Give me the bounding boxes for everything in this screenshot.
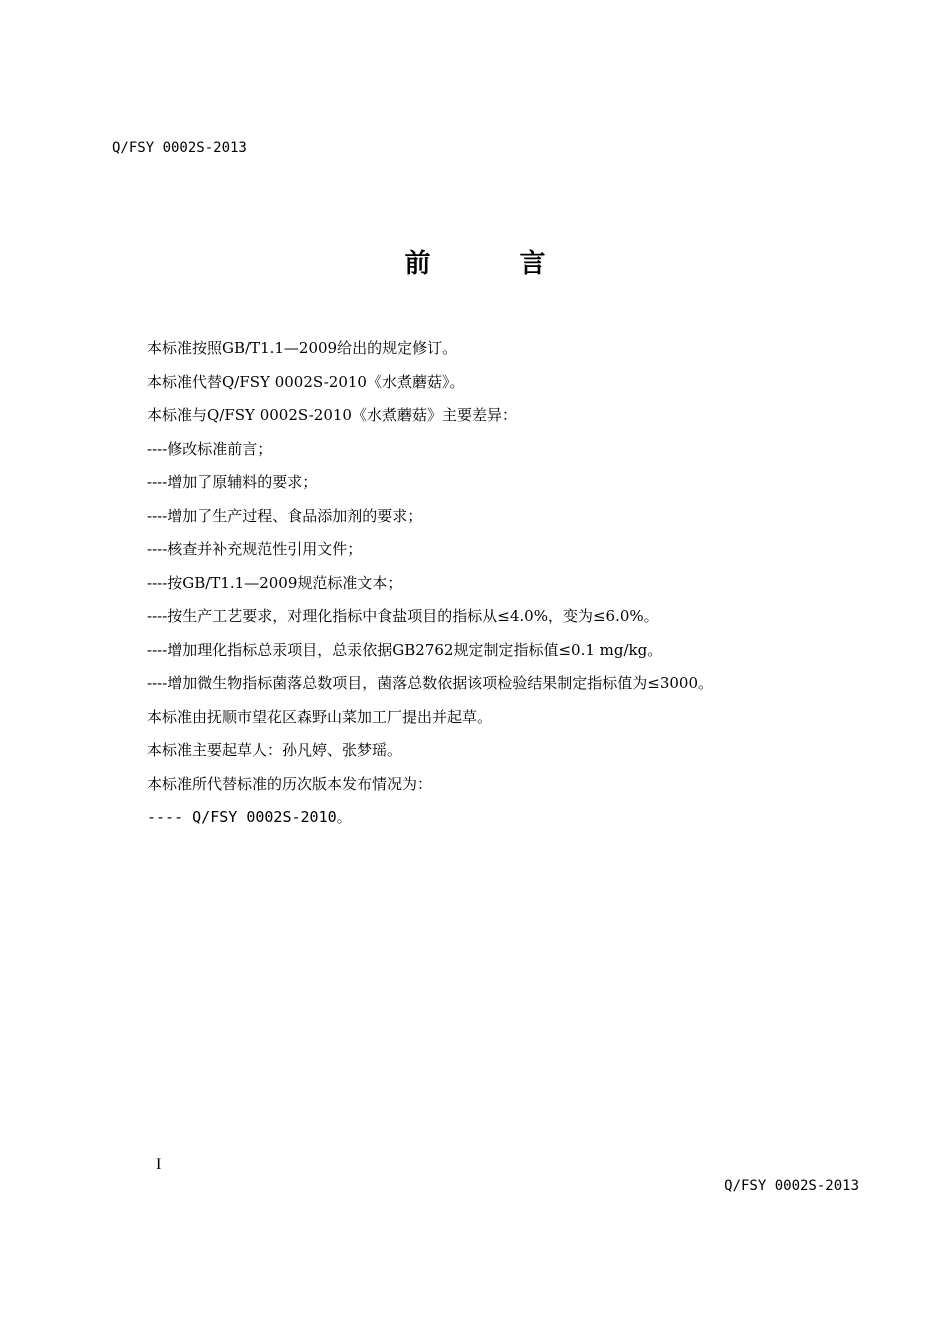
difference-item: ----增加微生物指标菌落总数项目，菌落总数依据该项检验结果制定指标值为≤3000。 bbox=[147, 674, 714, 692]
difference-item: ----修改标准前言； bbox=[147, 439, 273, 458]
difference-item: ----增加了原辅料的要求； bbox=[147, 473, 318, 491]
foreword-line: 本标准主要起草人：孙凡婷、张梦瑶。 bbox=[147, 741, 403, 759]
difference-item: ----增加理化指标总汞项目，总汞依据GB2762规定制定指标值≤0.1 mg/kg。 bbox=[147, 640, 663, 659]
previous-version-item: ---- Q/FSY 0002S-2010。 bbox=[147, 808, 352, 826]
difference-item: ----按生产工艺要求，对理化指标中食盐项目的指标从≤4.0%，变为≤6.0%。 bbox=[147, 607, 659, 625]
foreword-body bbox=[147, 337, 907, 840]
footer-standard-code: Q/FSY 0002S-2013 bbox=[724, 1178, 859, 1194]
foreword-line: 本标准所代替标准的历次版本发布情况为： bbox=[147, 774, 433, 793]
header-standard-code: Q/FSY 0002S-2013 bbox=[112, 140, 247, 156]
foreword-line: 本标准代替Q/FSY 0002S-2010《水煮蘑菇》。 bbox=[147, 372, 465, 391]
difference-item: ----按GB/T1.1—2009规范标准文本； bbox=[147, 573, 403, 592]
page-title: 前 言 bbox=[404, 249, 586, 279]
foreword-line: 本标准按照GB/T1.1—2009给出的规定修订。 bbox=[147, 339, 458, 357]
difference-item: ----核查并补充规范性引用文件； bbox=[147, 540, 363, 558]
difference-item: ----增加了生产过程、食品添加剂的要求； bbox=[147, 506, 423, 525]
foreword-line: 本标准与Q/FSY 0002S-2010《水煮蘑菇》主要差异： bbox=[147, 406, 517, 424]
foreword-line: 本标准由抚顺市望花区森野山菜加工厂提出并起草。 bbox=[147, 707, 493, 726]
page-number: I bbox=[156, 1156, 162, 1173]
